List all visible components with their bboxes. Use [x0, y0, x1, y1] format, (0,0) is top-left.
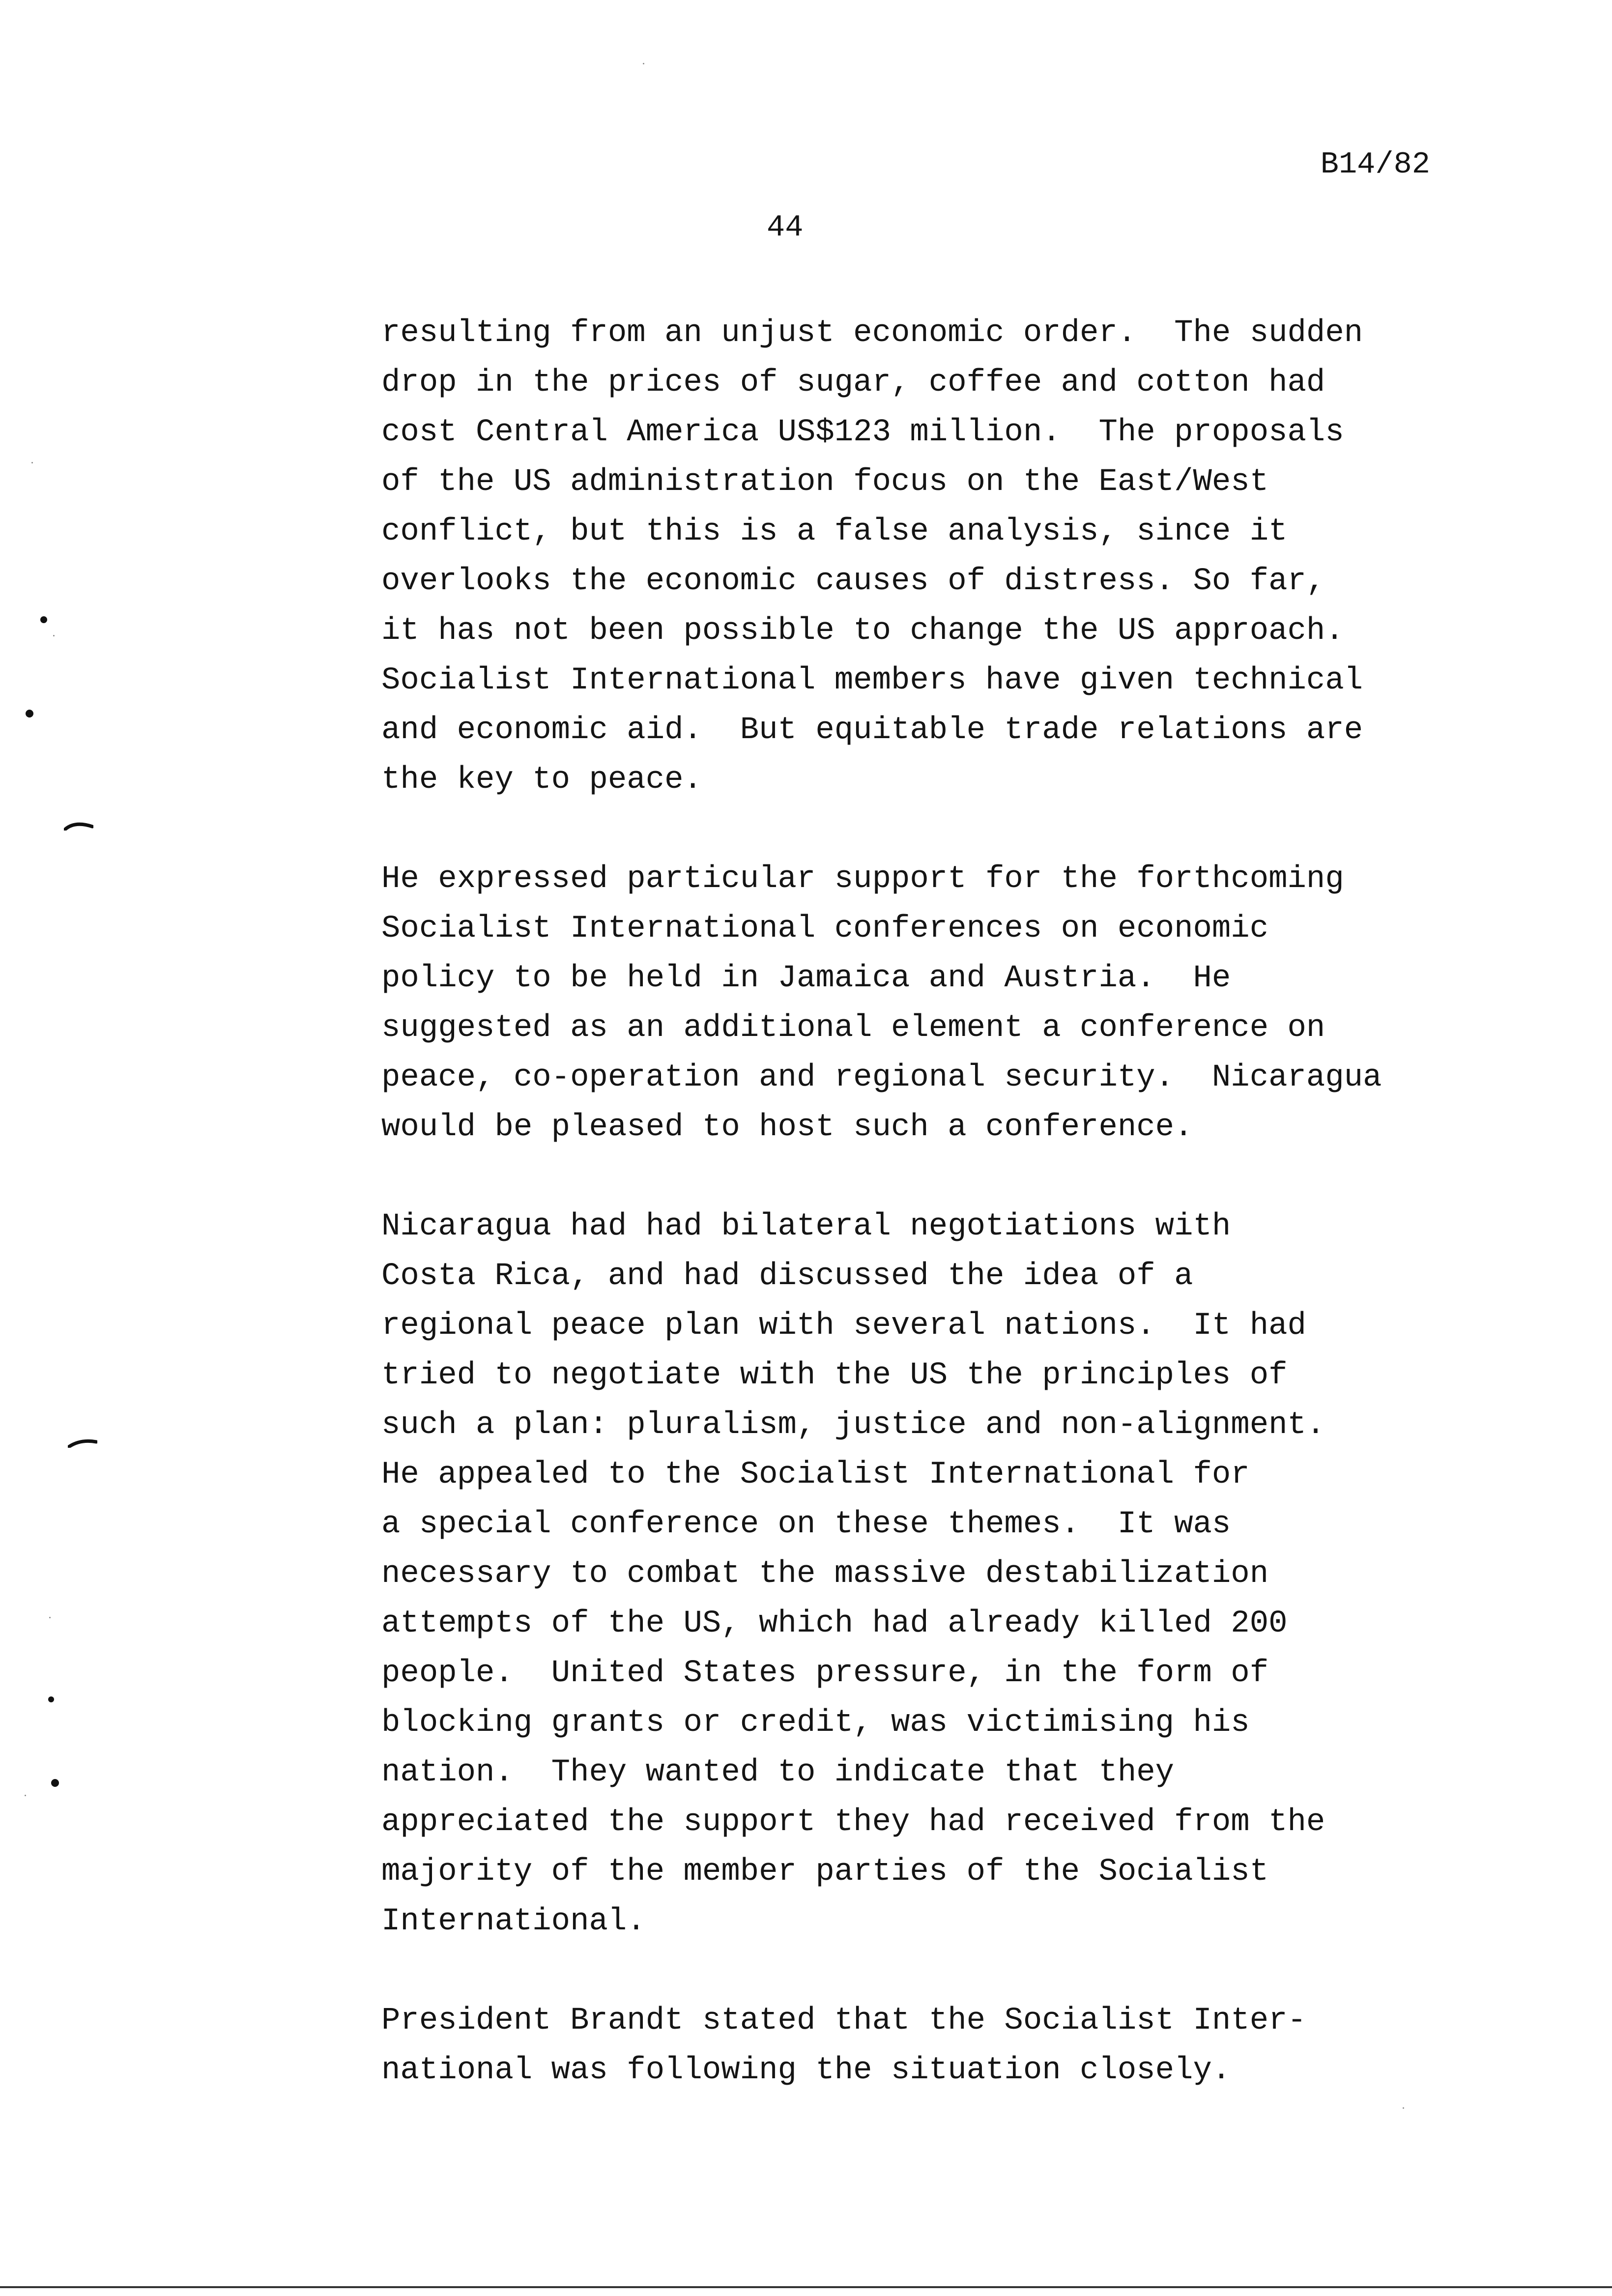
page-number: 44	[767, 210, 804, 245]
text-line: national was following the situation closely.	[381, 2053, 1231, 2088]
scan-speck	[25, 1795, 26, 1796]
scan-dot	[26, 710, 33, 718]
text-line: cost Central America US$123 million. The proposals	[381, 415, 1344, 450]
scan-speck	[49, 1617, 51, 1618]
text-line: the key to peace.	[381, 762, 702, 798]
paragraph	[381, 1202, 1458, 1947]
text-line: peace, co-operation and regional security. Nicaragua	[381, 1060, 1382, 1095]
text-line: Socialist International members have given technical	[381, 663, 1363, 698]
text-line: a special conference on these themes. It was	[381, 1507, 1231, 1542]
scan-mark	[68, 1437, 97, 1448]
text-line: blocking grants or credit, was victimising his	[381, 1705, 1250, 1741]
paragraph-gap	[381, 805, 1458, 855]
scan-dot	[51, 1779, 59, 1787]
text-line: and economic aid. But equitable trade relations are	[381, 713, 1363, 748]
scan-speck	[643, 63, 644, 64]
text-line: nation. They wanted to indicate that they	[381, 1755, 1175, 1790]
text-line: conflict, but this is a false analysis, since it	[381, 514, 1288, 549]
text-line: tried to negotiate with the US the principles of	[381, 1358, 1288, 1393]
scan-dot	[48, 1696, 54, 1702]
text-line: would be pleased to host such a conference.	[381, 1110, 1193, 1145]
text-line: regional peace plan with several nations. It had	[381, 1308, 1306, 1344]
text-line: appreciated the support they had received from the	[381, 1805, 1325, 1840]
paragraph-gap	[381, 1947, 1458, 1996]
text-line: Nicaragua had had bilateral negotiations with	[381, 1209, 1231, 1244]
scan-speck	[53, 635, 55, 636]
text-line: of the US administration focus on the East/West	[381, 464, 1269, 500]
paragraph	[381, 309, 1458, 805]
text-line: policy to be held in Jamaica and Austria. He	[381, 961, 1231, 996]
text-line: drop in the prices of sugar, coffee and cotton had	[381, 365, 1325, 401]
body-text	[381, 309, 1458, 2095]
document-reference: B14/82	[1320, 147, 1430, 182]
text-line: Socialist International conferences on economic	[381, 911, 1269, 947]
text-line: Costa Rica, and had discussed the idea of a	[381, 1259, 1193, 1294]
text-line: majority of the member parties of the Socialist	[381, 1854, 1269, 1890]
scan-mark	[64, 820, 93, 831]
paragraph-gap	[381, 1152, 1458, 1202]
text-line: attempts of the US, which had already killed 200	[381, 1606, 1288, 1641]
text-line: necessary to combat the massive destabilization	[381, 1556, 1269, 1592]
text-line: President Brandt stated that the Socialist Inter-	[381, 2003, 1306, 2038]
text-line: He appealed to the Socialist International for	[381, 1457, 1250, 1492]
text-line: He expressed particular support for the forthcoming	[381, 861, 1344, 897]
scan-dot	[40, 616, 47, 623]
scan-speck	[1403, 2107, 1404, 2109]
scan-speck	[31, 462, 33, 463]
text-line: people. United States pressure, in the form of	[381, 1656, 1269, 1691]
text-line: overlooks the economic causes of distress. So far,	[381, 564, 1325, 599]
paragraph	[381, 1996, 1458, 2095]
text-line: resulting from an unjust economic order. The sudden	[381, 316, 1363, 351]
text-line: it has not been possible to change the US approach.	[381, 613, 1344, 649]
page-edge-rule	[0, 2286, 1612, 2288]
text-line: suggested as an additional element a conference on	[381, 1010, 1325, 1046]
text-line: International.	[381, 1904, 646, 1939]
paragraph	[381, 855, 1458, 1152]
text-line: such a plan: pluralism, justice and non-alignment.	[381, 1407, 1325, 1443]
